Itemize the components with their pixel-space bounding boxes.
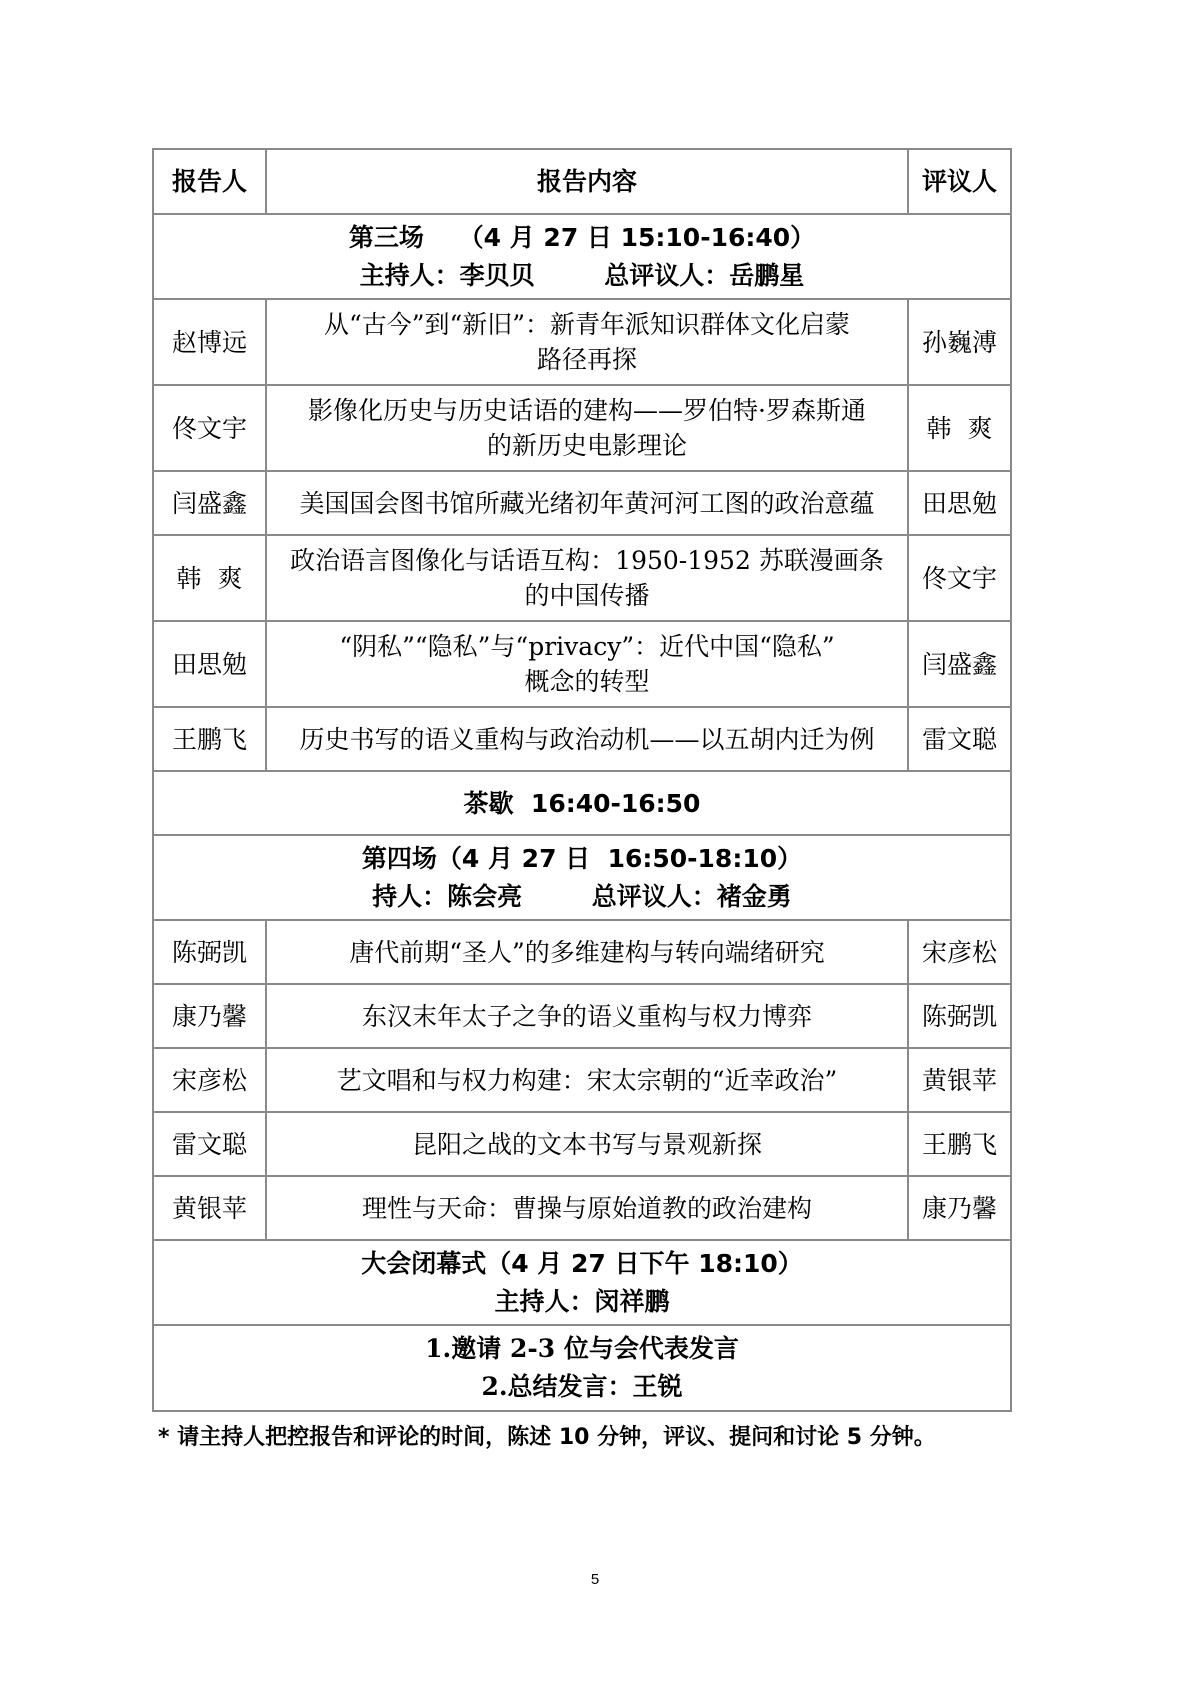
session4-hosts: 持人：陈会亮 总评议人：褚金勇	[372, 881, 792, 911]
reviewer-cell: 雷文聪	[908, 707, 1011, 771]
closing-item-2: 2.总结发言：王锐	[481, 1372, 683, 1401]
session3-title: 第三场 （4 月 27 日 15:10-16:40）	[348, 222, 816, 252]
content-cell: 理性与天命：曹操与原始道教的政治建构	[266, 1176, 908, 1240]
header-content: 报告内容	[266, 149, 908, 214]
schedule-table	[152, 148, 1012, 1412]
session4-header-row	[153, 835, 1011, 920]
tea-break-row	[153, 771, 1011, 835]
table-row	[153, 707, 1011, 771]
speaker-cell: 宋彦松	[153, 1048, 266, 1112]
speaker-cell: 黄银苹	[153, 1176, 266, 1240]
table-row	[153, 1176, 1011, 1240]
table-row	[153, 385, 1011, 471]
header-speaker: 报告人	[153, 149, 266, 214]
speaker-cell: 佟文宇	[153, 385, 266, 471]
reviewer-cell: 王鹏飞	[908, 1112, 1011, 1176]
session4-title: 第四场（4 月 27 日 16:50-18:10）	[361, 843, 803, 873]
speaker-cell: 田思勉	[153, 621, 266, 707]
content-cell: 从“古今”到“新旧”：新青年派知识群体文化启蒙 路径再探	[266, 299, 908, 385]
speaker-cell: 陈弼凯	[153, 920, 266, 984]
content-cell: 历史书写的语义重构与政治动机——以五胡内迁为例	[266, 707, 908, 771]
speaker-cell: 康乃馨	[153, 984, 266, 1048]
reviewer-cell: 佟文宇	[908, 535, 1011, 621]
table-row	[153, 621, 1011, 707]
closing-title: 大会闭幕式（4 月 27 日下午 18:10）	[361, 1248, 803, 1278]
content-cell: 艺文唱和与权力构建：宋太宗朝的“近幸政治”	[266, 1048, 908, 1112]
page-number: 5	[590, 1571, 600, 1588]
content-cell: 东汉末年太子之争的语义重构与权力博弈	[266, 984, 908, 1048]
reviewer-cell: 韩 爽	[908, 385, 1011, 471]
speaker-cell: 王鹏飞	[153, 707, 266, 771]
speaker-cell: 闫盛鑫	[153, 471, 266, 535]
table-row	[153, 471, 1011, 535]
reviewer-cell: 陈弼凯	[908, 984, 1011, 1048]
closing-items-row	[153, 1325, 1011, 1411]
closing-host: 主持人：闵祥鹏	[494, 1286, 670, 1316]
content-cell: 影像化历史与历史话语的建构——罗伯特·罗森斯通 的新历史电影理论	[266, 385, 908, 471]
content-cell: 唐代前期“圣人”的多维建构与转向端绪研究	[266, 920, 908, 984]
table-row	[153, 1048, 1011, 1112]
content-cell: “阴私”“隐私”与“privacy”：近代中国“隐私” 概念的转型	[266, 621, 908, 707]
reviewer-cell: 闫盛鑫	[908, 621, 1011, 707]
reviewer-cell: 康乃馨	[908, 1176, 1011, 1240]
content-cell: 政治语言图像化与话语互构：1950-1952 苏联漫画条 的中国传播	[266, 535, 908, 621]
session3-hosts: 主持人：李贝贝 总评议人：岳鹏星	[359, 260, 805, 290]
header-reviewer: 评议人	[908, 149, 1011, 214]
content-cell: 昆阳之战的文本书写与景观新探	[266, 1112, 908, 1176]
speaker-cell: 赵博远	[153, 299, 266, 385]
tea-break-label: 茶歇 16:40-16:50	[153, 771, 1011, 835]
reviewer-cell: 孙巍溥	[908, 299, 1011, 385]
table-row	[153, 535, 1011, 621]
content-cell: 美国国会图书馆所藏光绪初年黄河河工图的政治意蕴	[266, 471, 908, 535]
reviewer-cell: 宋彦松	[908, 920, 1011, 984]
table-header-row	[153, 149, 1011, 214]
reviewer-cell: 田思勉	[908, 471, 1011, 535]
footnote: * 请主持人把控报告和评论的时间，陈述 10 分钟，评议、提问和讨论 5 分钟。	[158, 1425, 936, 1450]
speaker-cell: 韩 爽	[153, 535, 266, 621]
table-row	[153, 984, 1011, 1048]
closing-header-row	[153, 1240, 1011, 1325]
closing-item-1: 1.邀请 2-3 位与会代表发言	[425, 1334, 739, 1363]
table-row	[153, 920, 1011, 984]
session3-header-row	[153, 214, 1011, 299]
reviewer-cell: 黄银苹	[908, 1048, 1011, 1112]
table-row	[153, 299, 1011, 385]
table-row	[153, 1112, 1011, 1176]
speaker-cell: 雷文聪	[153, 1112, 266, 1176]
